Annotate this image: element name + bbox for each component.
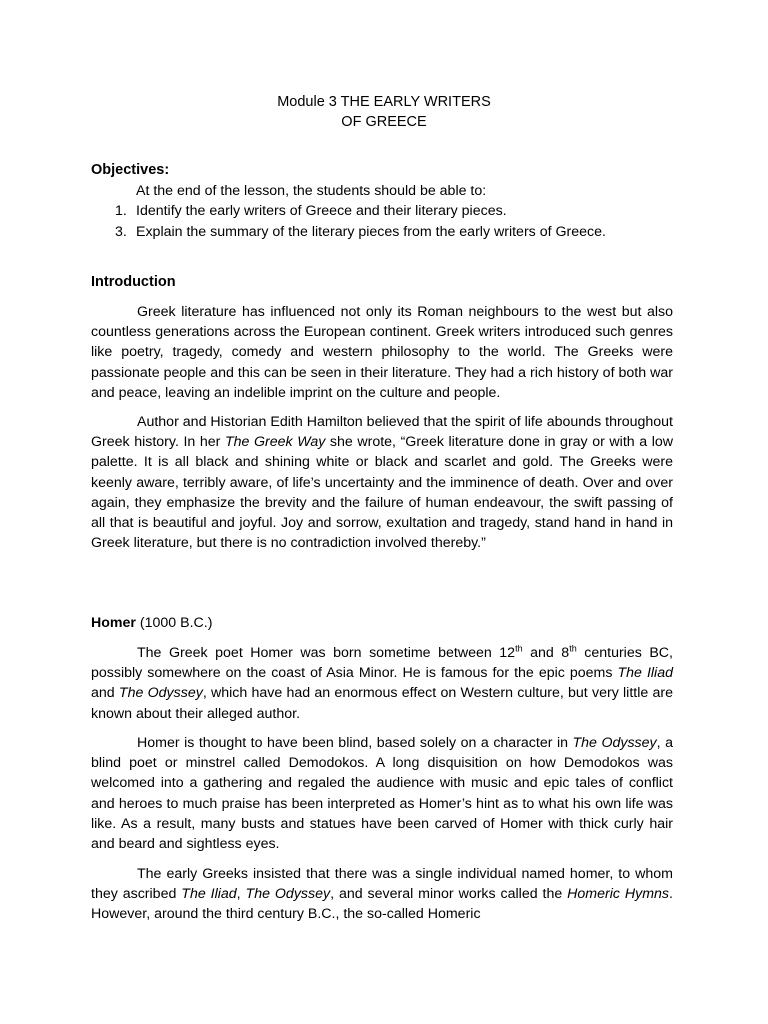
objective-text: Identify the early writers of Greece and their literary pieces. [136, 203, 507, 219]
objective-text: Explain the summary of the literary pieces from the early writers of Greece. [136, 224, 606, 240]
homer-paragraph-1: The Greek poet Homer was born sometime between 12th and 8th centuries BC, possibly somewhere on the coast of Asia Minor. He is famous for the epic poems The Iliad and The Odyssey, which have had an enormous effect on Western culture, but very little are known about their alleged author. [91, 643, 673, 722]
introduction-paragraph-2: Author and Historian Edith Hamilton believed that the spirit of life abounds throughout Greek history. In her The Greek Way she wrote, “Greek literature done in gray or with a low palette. It is all black and shining white or black and scarlet and gold. The Greeks were keenly aware, terribly aware, of life’s uncertainty and the imminence of death. Over and over again, they emphasize the brevity and the failure of human endeavour, the swift passing of all that is beautiful and joyful. Joy and sorrow, exultation and tragedy, stand hand in hand in Greek literature, but there is no contradiction involved thereby.” [91, 414, 673, 552]
homer-date: (1000 B.C.) [139, 615, 213, 631]
module-title-line-1: Module 3 THE EARLY WRITERS [277, 94, 491, 110]
introduction-heading: Introduction [91, 274, 176, 290]
objective-number: 1. [115, 203, 127, 219]
homer-name: Homer [91, 615, 136, 631]
introduction-paragraph-1: Greek literature has influenced not only its Roman neighbours to the west but also countless generations across the European continent. Greek writers introduced such genres like poetry, tragedy, comedy and western philosophy to the world. The Greeks were passionate people and this can be seen in their literature. They had a rich history of both war and peace, leaving an indelible imprint on the culture and people. [91, 304, 673, 401]
objectives-intro: At the end of the lesson, the students should be able to: [136, 183, 487, 199]
objective-number: 3. [115, 224, 127, 240]
homer-heading [91, 615, 212, 631]
module-title-line-2: OF GREECE [341, 114, 427, 130]
objectives-heading: Objectives: [91, 162, 170, 178]
homer-paragraph-2: Homer is thought to have been blind, based solely on a character in The Odyssey, a blind poet or minstrel called Demodokos. A long disquisition on how Demodokos was welcomed into a gathering and regaled the audience with music and epic tales of conflict and heroes to much praise has been interpreted as Homer’s hint as to what his own life was like. As a result, many busts and statues have been carved of Homer with thick curly hair and beard and sightless eyes. [91, 735, 673, 853]
homer-paragraph-3: The early Greeks insisted that there was a single individual named homer, to whom they ascribed The Iliad, The Odyssey, and several minor works called the Homeric Hymns. However, around the third century B.C., the so-called Homeric [91, 866, 673, 923]
